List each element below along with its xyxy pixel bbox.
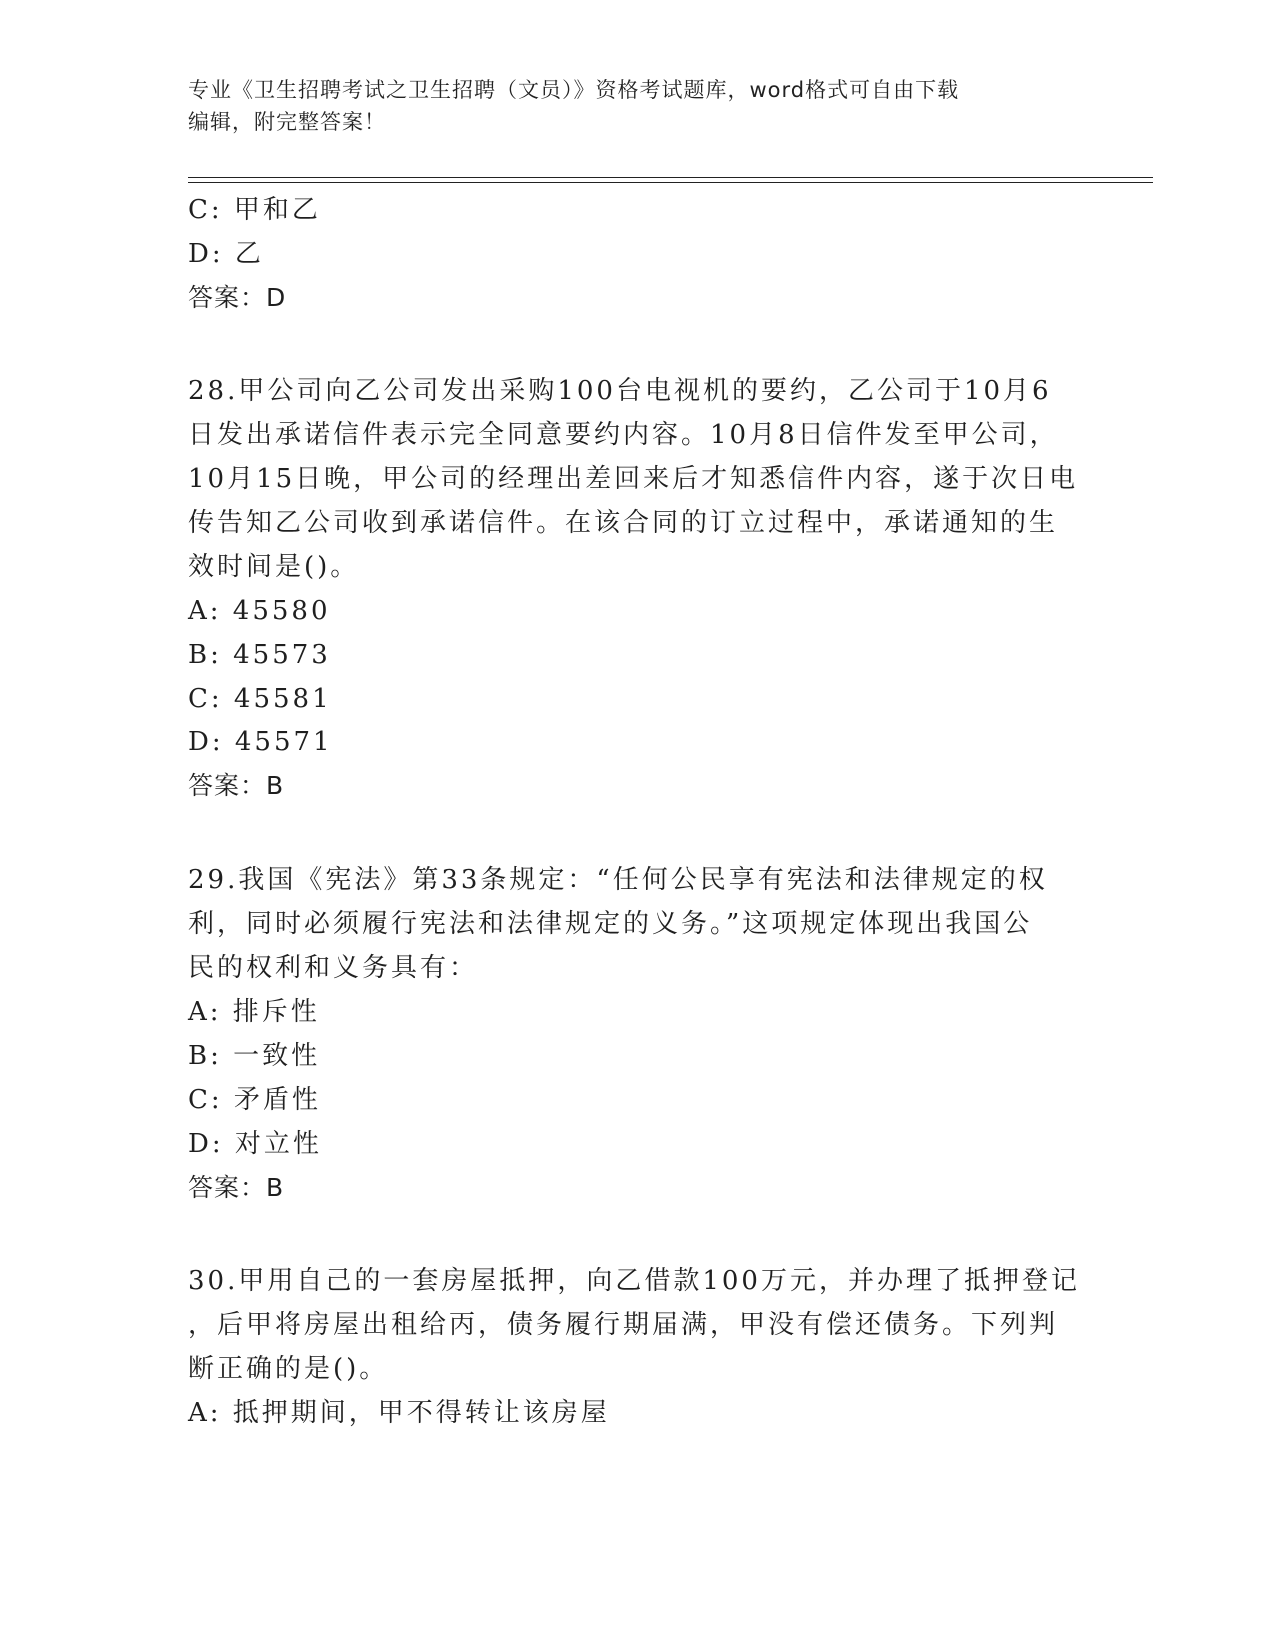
q29-stem-line-3: 民的权利和义务具有： bbox=[188, 953, 479, 983]
q29-stem-line-2: 利，同时必须履行宪法和法律规定的义务。”这项规定体现出我国公 bbox=[188, 909, 1033, 939]
q27-option-c: C: 甲和乙 bbox=[188, 195, 321, 225]
q30-stem-line-1: 30.甲用自己的一套房屋抵押，向乙借款100万元，并办理了抵押登记 bbox=[188, 1266, 1080, 1296]
q28-stem-line-3: 10月15日晚，甲公司的经理出差回来后才知悉信件内容，遂于次日电 bbox=[188, 464, 1079, 494]
q28-option-a: A: 45580 bbox=[188, 596, 331, 626]
header-line-2: 编辑，附完整答案！ bbox=[188, 110, 386, 134]
q28-option-b: B: 45573 bbox=[188, 640, 331, 670]
header-divider-top bbox=[188, 177, 1153, 178]
q29-option-a: A: 排斥性 bbox=[188, 997, 320, 1027]
q28-stem-line-4: 传告知乙公司收到承诺信件。在该合同的订立过程中，承诺通知的生 bbox=[188, 508, 1059, 538]
q30-stem-line-2: ，后甲将房屋出租给丙，债务履行期届满，甲没有偿还债务。下列判 bbox=[188, 1310, 1059, 1340]
header-line-1: 专业《卫生招聘考试之卫生招聘（文员）》资格考试题库，word格式可自由下载 bbox=[188, 78, 960, 102]
q28-stem-line-2: 日发出承诺信件表示完全同意要约内容。10月8日信件发至甲公司， bbox=[188, 420, 1059, 450]
q30-option-a: A: 抵押期间，甲不得转让该房屋 bbox=[188, 1398, 610, 1428]
page-header bbox=[188, 74, 1088, 138]
header-divider-bottom bbox=[188, 182, 1153, 183]
q29-stem-line-1: 29.我国《宪法》第33条规定：“任何公民享有宪法和法律规定的权 bbox=[188, 865, 1048, 895]
q30-stem-line-3: 断正确的是()。 bbox=[188, 1354, 389, 1384]
q29-option-d: D: 对立性 bbox=[188, 1129, 322, 1159]
q28-answer: 答案：B bbox=[188, 771, 285, 800]
q28-stem-line-1: 28.甲公司向乙公司发出采购100台电视机的要约，乙公司于10月6 bbox=[188, 376, 1052, 406]
q28-option-c: C: 45581 bbox=[188, 684, 332, 714]
q27-answer: 答案：D bbox=[188, 283, 287, 312]
q28-option-d: D: 45571 bbox=[188, 727, 333, 757]
q27-option-d: D: 乙 bbox=[188, 239, 264, 269]
q29-option-c: C: 矛盾性 bbox=[188, 1085, 321, 1115]
q29-option-b: B: 一致性 bbox=[188, 1041, 321, 1071]
q28-stem-line-5: 效时间是()。 bbox=[188, 552, 360, 582]
q29-answer: 答案：B bbox=[188, 1173, 285, 1202]
